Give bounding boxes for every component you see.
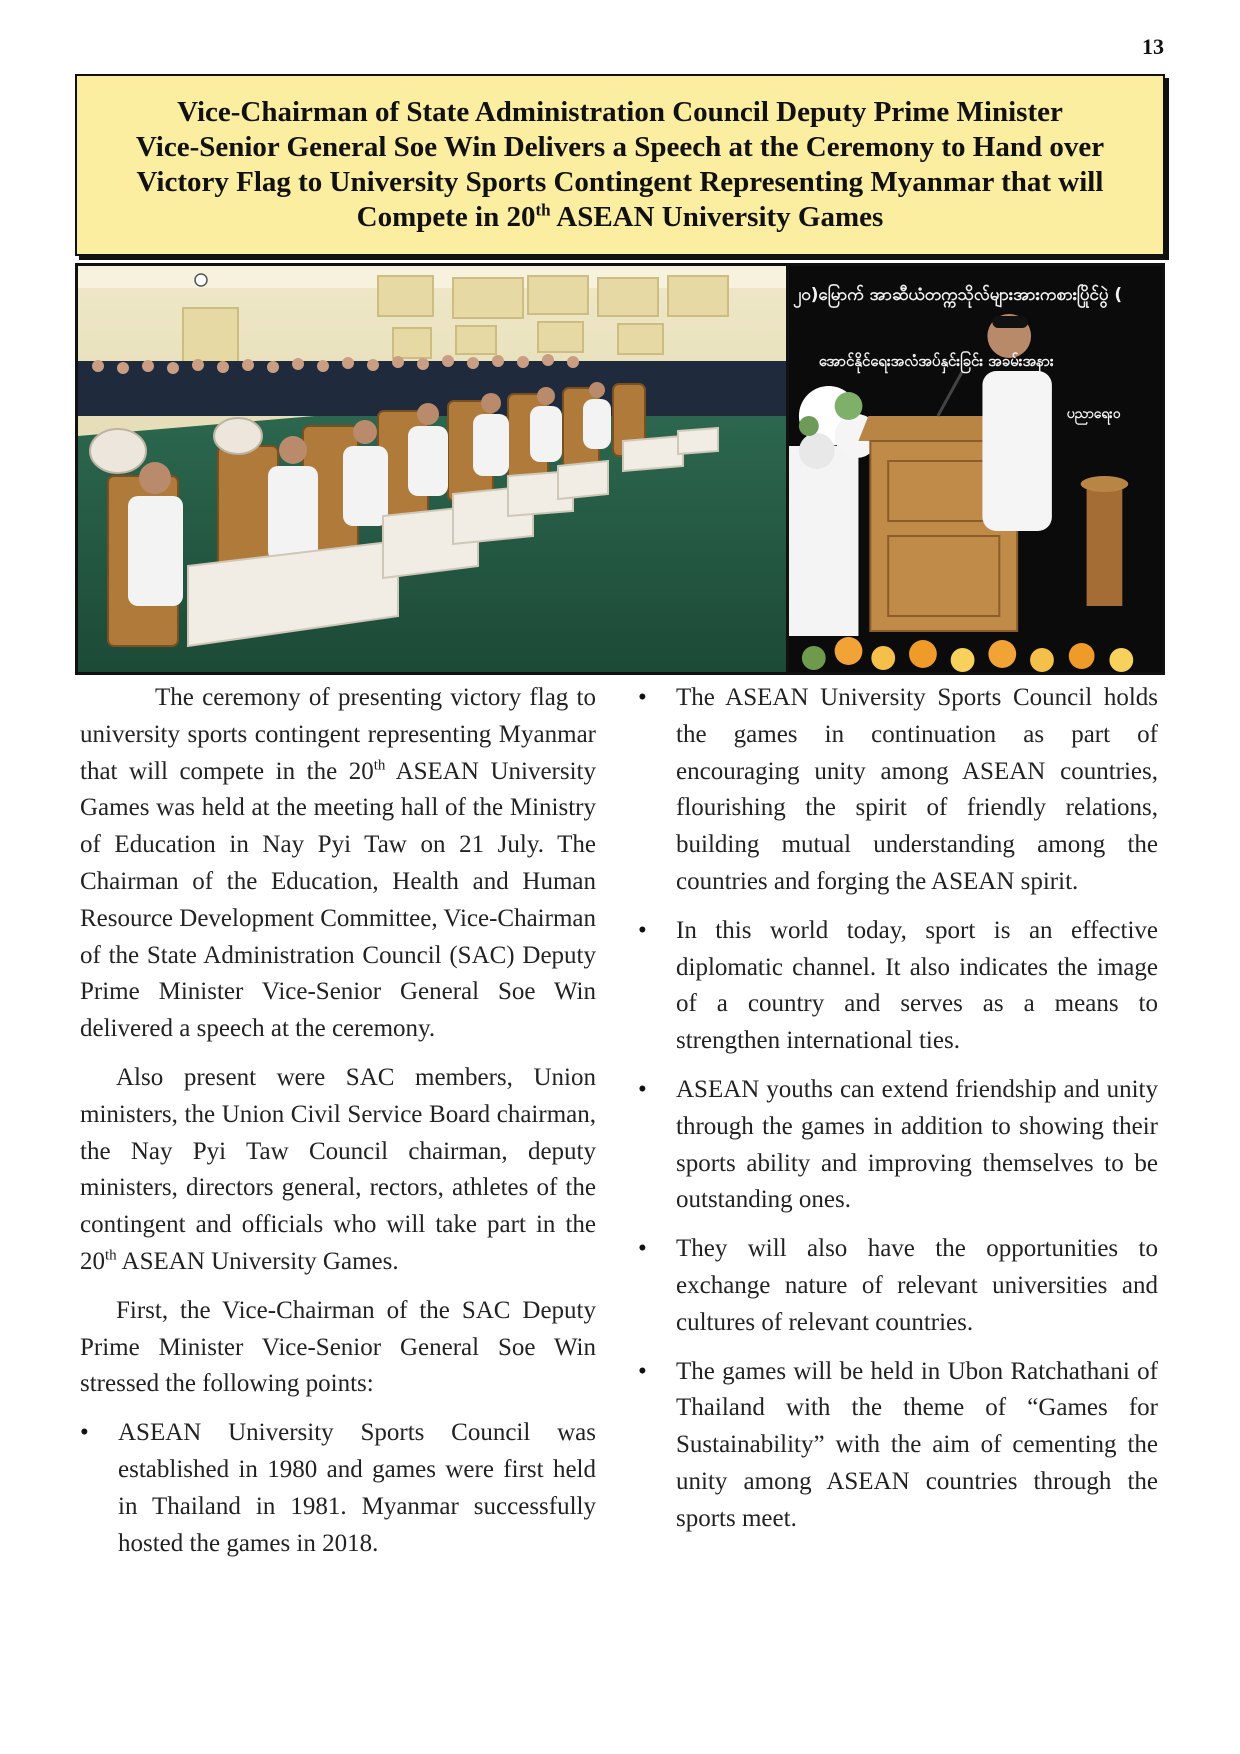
bullet-item: • The ASEAN University Sports Council holds the games in continuation as part of encouraging unity among ASEAN countries, flourishing the spirit of friendly relations, building mutual understanding among the countries and forging the ASEAN spirit. [638,680,1158,901]
headline-line-3: Victory Flag to University Sports Contingent Representing Myanmar that will [136,166,1104,198]
paragraph-1: The ceremony of presenting victory flag to university sports contingent representing Myanmar that will compete in the 20th ASEAN University Games was held at the meeting hall of the Ministry of Education in Nay Pyi Taw on 21 July. The Chairman of the Education, Health and Human Resource Development Committee, Vice-Chairman of the State Administration Council (SAC) Deputy Prime Minister Vice-Senior General Soe Win delivered a speech at the ceremony. [80,684,596,1043]
bullet-item: • The games will be held in Ubon Ratchathani of Thailand with the theme of “Games for Sustainability” with the aim of cementing the unity among ASEAN countries through the sports meet. [638,1354,1158,1538]
photo-strip [75,263,1165,675]
bullet-item: • ASEAN youths can extend friendship and unity through the games in addition to showing their sports ability and improving themselves to be outstanding ones. [638,1072,1158,1219]
headline-line-4: Compete in 20th ASEAN University Games [356,200,884,233]
podium-illustration [789,266,1162,672]
page-number: 13 [1142,34,1164,59]
bullet-item: • ASEAN University Sports Council was established in 1980 and games were first held in Thailand in 1981. Myanmar successfully hosted the games in 2018. [80,1415,596,1562]
bullet-item: • They will also have the opportunities to exchange nature of relevant universities and cultures of relevant countries. [638,1231,1158,1341]
article-column-left [80,680,596,1574]
meeting-hall-illustration [78,266,786,672]
article-column-right [638,680,1158,1550]
audience-photo [78,266,786,672]
speaker-photo [789,266,1162,672]
banner-text-line-1: ၂၀)မြောက် အာဆီယံတက္ကသိုလ်များအားကစားပြိုင်ပွဲ ( [792,283,1123,305]
banner-text-line-3: ပညာရေး၀ [1066,405,1121,423]
headline-line-2: Vice-Senior General Soe Win Delivers a Speech at the Ceremony to Hand over [135,131,1105,163]
paragraph-3: First, the Vice-Chairman of the SAC Deputy Prime Minister Vice-Senior General Soe Win stressed the following points: [80,1296,596,1398]
bullet-list-left [80,1415,596,1562]
bullet-list-right [638,680,1158,1538]
headline [118,95,1122,235]
bullet-item: • In this world today, sport is an effective diplomatic channel. It also indicates the image of a country and serves as a means to strengthen international ties. [638,913,1158,1060]
headline-line-1: Vice-Chairman of State Administration Council Deputy Prime Minister [177,96,1063,128]
paragraph-2: Also present were SAC members, Union ministers, the Union Civil Service Board chairman, the Nay Pyi Taw Council chairman, deputy ministers, directors general, rectors, athletes of the contingent and officials who will take part in the 20th ASEAN University Games. [80,1063,596,1275]
headline-box [75,74,1165,256]
banner-text-line-2: အောင်နိုင်ရေးအလံအပ်နှင်းခြင်း အခမ်းအနား [818,351,1054,371]
